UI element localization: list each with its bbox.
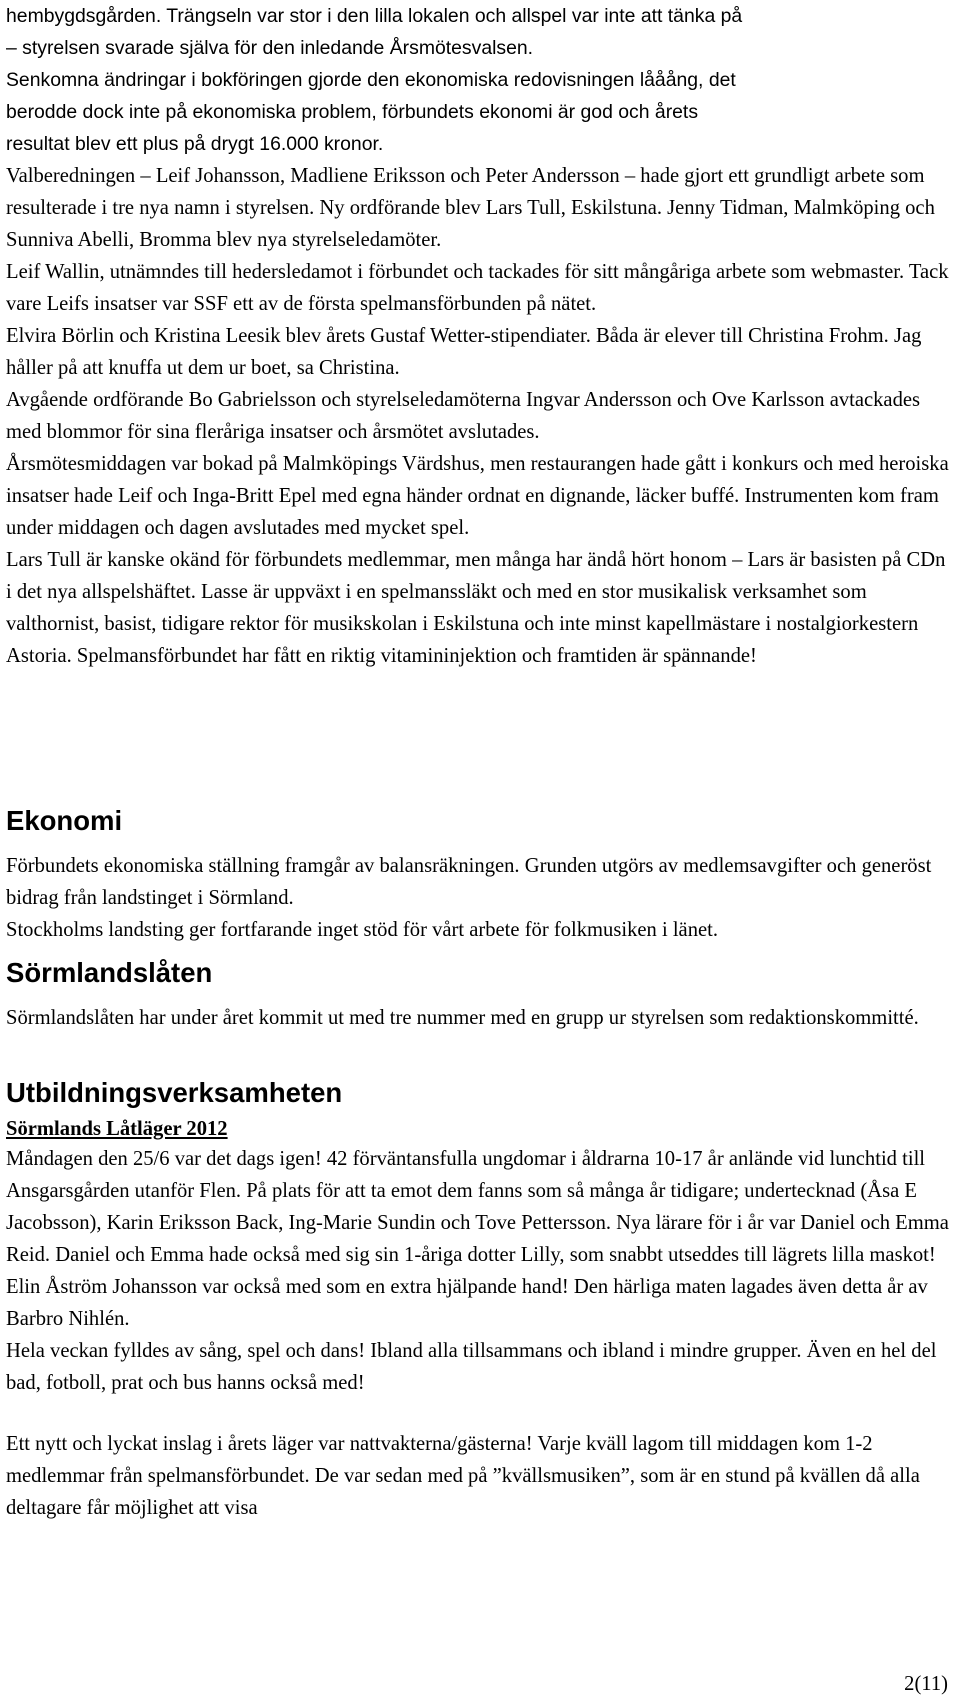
text-line: resultat blev ett plus på drygt 16.000 kronor. [6,133,384,155]
text-line: – styrelsen svarade själva för den inledande Årsmötesvalsen. [6,37,534,59]
subheading-latlager: Sörmlands Låtläger 2012 [6,1118,228,1140]
paragraph-ekonomi-2: Stockholms landsting ger fortfarande inget stöd för vårt arbete för folkmusiken i länet. [6,919,719,941]
blank-line [6,1399,954,1428]
paragraph-valberedning: Valberedningen – Leif Johansson, Madliene Eriksson och Peter Andersson – hade gjort ett grundligt arbete som resulterade i tre nya namn i styrelsen. Ny ordförande blev Lars Tull, Eskilstuna. Jenny Tidman, Malmköping och Sunniva Abelli, Bromma blev nya styrelseledamöter. [6,165,935,251]
ekonomi-section [6,804,954,946]
heading-utbildning: Utbildningsverksamheten [6,1077,343,1108]
paragraph-avgaende: Avgående ordförande Bo Gabrielsson och styrelseledamöterna Ingvar Andersson och Ove Karlsson avtackades med blommor för sina fleråriga insatser och årsmötet avslutades. [6,389,921,443]
paragraph-middag: Årsmötesmiddagen var bokad på Malmköpings Värdshus, men restaurangen hade gått i konkurs och med heroiska insatser hade Leif och Inga-Britt Epel med egna händer ordnat en dignande, läcker buffé. Instrumenten kom fram under middagen och dagen avslutades med mycket spel. [6,453,949,539]
heading-sormlandslaten: Sörmlandslåten [6,957,213,988]
heading-ekonomi: Ekonomi [6,805,123,836]
intro-block [6,0,954,160]
paragraph-leif-wallin: Leif Wallin, utnämndes till hedersledamot i förbundet och tackades för sitt mångåriga arbete som webmaster. Tack vare Leifs insatser var SSF ett av de första spelmansförbunden på nätet. [6,261,949,315]
paragraph-latlager-3: Ett nytt och lyckat inslag i årets läger var nattvakterna/gästerna! Varje kväll lagom till middagen kom 1-2 medlemmar från spelmansförbundet. De var sedan med på ”kvällsmusiken”, som är en stund på kvällen då alla deltagare får möjlighet att visa [6,1433,920,1519]
paragraph-sormlandslaten: Sörmlandslåten har under året kommit ut med tre nummer med en grupp ur styrelsen som redaktionskommitté. [6,1007,919,1029]
annual-meeting-section [6,160,954,672]
paragraph-latlager-2: Hela veckan fylldes av sång, spel och dans! Ibland alla tillsammans och ibland i mindre grupper. Även en hel del bad, fotboll, prat och bus hanns också med! [6,1340,937,1394]
paragraph-lars-tull: Lars Tull är kanske okänd för förbundets medlemmar, men många har ändå hört honom – Lars är basisten på CDn i det nya allspelshäftet. Lasse är uppväxt i en spelmanssläkt och med en stor musikalisk verksamhet som valthornist, basist, tidigare rektor för musikskolan i Eskilstuna och inte minst kapellmästare i nostalgiorkestern Astoria. Spelmansförbundet har fått en riktig vitamininjektion och framtiden är spännande! [6,549,946,667]
page-number: 2(11) [904,1673,948,1695]
text-line: Senkomna ändringar i bokföringen gjorde den ekonomiska redovisningen lååång, det [6,69,736,91]
paragraph-latlager-1: Måndagen den 25/6 var det dags igen! 42 förväntansfulla ungdomar i åldrarna 10-17 år anlände vid lunchtid till Ansgarsgården utanför Flen. På plats för att ta emot dem fanns som så många år tidigare; undertecknad (Åsa E Jacobsson), Karin Eriksson Back, Ing-Marie Sundin och Tove Pettersson. Nya lärare för i år var Daniel och Emma Reid. Daniel och Emma hade också med sig sin 1-åriga dotter Lilly, som snabbt utseddes till lägrets lilla maskot! Elin Åström Johansson var också med som en extra hjälpande hand! Den härliga maten lagades även detta år av Barbro Nihlén. [6,1148,949,1330]
paragraph-stipendiater: Elvira Börlin och Kristina Leesik blev årets Gustaf Wetter-stipendiater. Båda är elever till Christina Frohm. Jag håller på att knuffa ut dem ur boet, sa Christina. [6,325,922,379]
utbildning-section [6,1076,954,1524]
sormlandslaten-section [6,956,954,1034]
text-line: hembygdsgården. Trängseln var stor i den lilla lokalen och allspel var inte att tänka på [6,5,743,27]
paragraph-ekonomi-1: Förbundets ekonomiska ställning framgår av balansräkningen. Grunden utgörs av medlemsavgifter och generöst bidrag från landstinget i Sörmland. [6,855,932,909]
text-line: berodde dock inte på ekonomiska problem, förbundets ekonomi är god och årets [6,101,699,123]
